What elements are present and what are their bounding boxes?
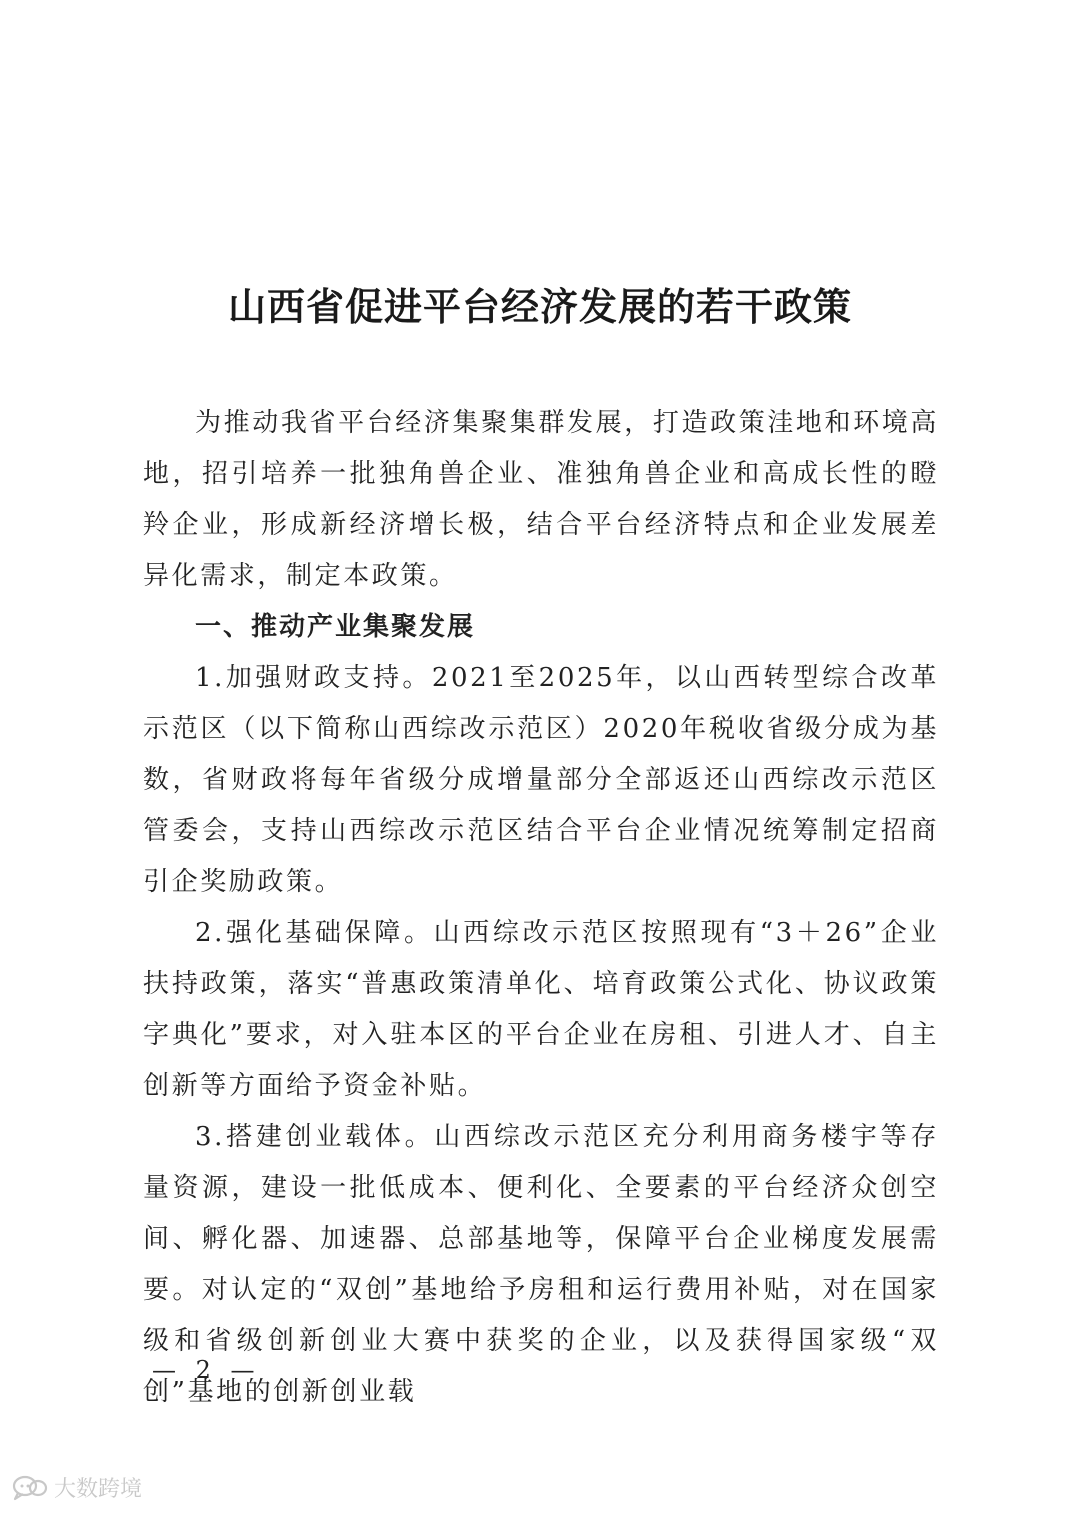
- policy-item-1: 1.加强财政支持。2021至2025年，以山西转型综合改革示范区（以下简称山西综改示范区）2020年税收省级分成为基数，省财政将每年省级分成增量部分全部返还山西综改示范区管委会，支持山西综改示范区结合平台企业情况统筹制定招商引企奖励政策。: [143, 663, 939, 897]
- intro-paragraph: 为推动我省平台经济集聚集群发展，打造政策洼地和环境高地，招引培养一批独角兽企业、准独角兽企业和高成长性的瞪羚企业，形成新经济增长极，结合平台经济特点和企业发展差异化需求，制定本政策。: [143, 408, 939, 591]
- document-body: [143, 398, 939, 1418]
- page-number: — 2 —: [152, 1356, 261, 1384]
- document-title: 山西省促进平台经济发展的若干政策: [227, 285, 852, 329]
- section-heading: 一、推动产业集聚发展: [195, 612, 476, 642]
- policy-item-3: 3.搭建创业载体。山西综改示范区充分利用商务楼宇等存量资源，建设一批低成本、便利化、全要素的平台经济众创空间、孵化器、加速器、总部基地等，保障平台企业梯度发展需要。对认定的“双创”基地给予房租和运行费用补贴，对在国家级和省级创新创业大赛中获奖的企业，以及获得国家级“双创”基地的创新创业载: [143, 1122, 939, 1407]
- watermark: [12, 1470, 142, 1504]
- watermark-text: 大数跨境: [54, 1476, 143, 1502]
- chat-bubble-icon: [12, 1473, 48, 1501]
- policy-item-2: 2.强化基础保障。山西综改示范区按照现有“3＋26”企业扶持政策，落实“普惠政策清单化、培育政策公式化、协议政策字典化”要求，对入驻本区的平台企业在房租、引进人才、自主创新等方面给予资金补贴。: [143, 918, 939, 1101]
